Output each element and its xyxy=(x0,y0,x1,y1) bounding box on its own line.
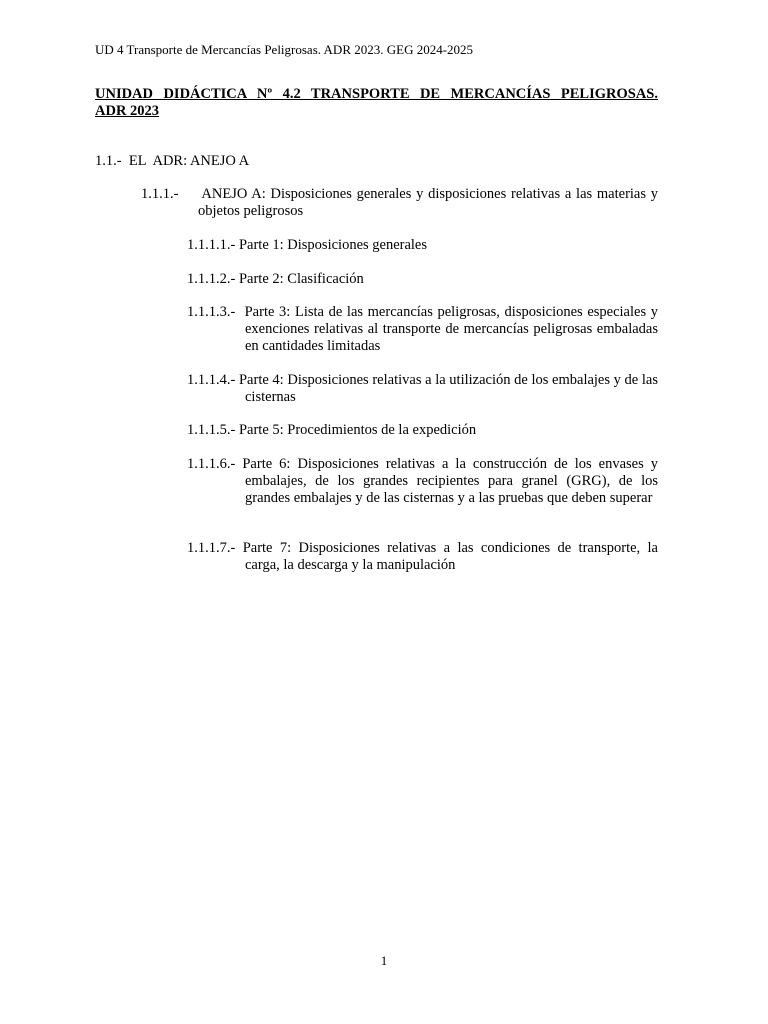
document-title-line-1: UNIDAD DIDÁCTICA Nº 4.2 TRANSPORTE DE MERCANCÍAS PELIGROSAS. xyxy=(95,86,658,102)
part-number: 1.1.1.4.- xyxy=(187,372,239,388)
section-heading xyxy=(95,153,249,170)
part-text: Parte 1: Disposiciones generales xyxy=(238,237,428,253)
part-text: Parte 4: Disposiciones relativas a la utilización de los embalajes y de las cisternas xyxy=(238,372,658,405)
subsection-label: ANEJO A: Disposiciones generales y disposiciones relativas a las materias y objetos peligrosos xyxy=(198,186,659,219)
section-label: EL ADR: ANEJO A xyxy=(128,153,250,169)
subsection-number: 1.1.1.- xyxy=(141,186,202,202)
subsection-heading xyxy=(141,186,658,220)
part-number: 1.1.1.3.- xyxy=(187,304,245,320)
part-text: Parte 7: Disposiciones relativas a las condiciones de transporte, la carga, la descarga y la manipulación xyxy=(242,540,658,573)
list-item-part-2 xyxy=(187,271,658,288)
list-item-part-7 xyxy=(187,540,658,574)
part-text: Parte 2: Clasificación xyxy=(238,271,364,287)
list-item-part-5 xyxy=(187,422,658,439)
part-text: Parte 6: Disposiciones relativas a la construcción de los envases y embalajes, de los grandes recipientes para granel (GRG), de los grandes embalajes y de las cisternas y a las pruebas que deben superar xyxy=(242,456,658,506)
part-number: 1.1.1.6.- xyxy=(187,456,243,472)
part-number: 1.1.1.1.- xyxy=(187,237,239,253)
part-number: 1.1.1.2.- xyxy=(187,271,239,287)
list-item-part-3 xyxy=(187,304,658,355)
part-text: Parte 5: Procedimientos de la expedición xyxy=(238,422,477,438)
document-title xyxy=(95,86,658,120)
part-text: Parte 3: Lista de las mercancías peligrosas, disposiciones especiales y exenciones relativas al transporte de mercancías peligrosas embaladas en cantidades limitadas xyxy=(244,304,658,354)
page-number: 1 xyxy=(380,953,388,968)
document-title-line-2: ADR 2023 xyxy=(95,103,160,119)
running-header: UD 4 Transporte de Mercancías Peligrosas. ADR 2023. GEG 2024-2025 xyxy=(95,42,474,57)
part-number: 1.1.1.5.- xyxy=(187,422,239,438)
section-number: 1.1.- xyxy=(95,153,129,169)
list-item-part-4 xyxy=(187,372,658,406)
list-item-part-1 xyxy=(187,237,658,254)
list-item-part-6 xyxy=(187,456,658,507)
part-number: 1.1.1.7.- xyxy=(187,540,243,556)
